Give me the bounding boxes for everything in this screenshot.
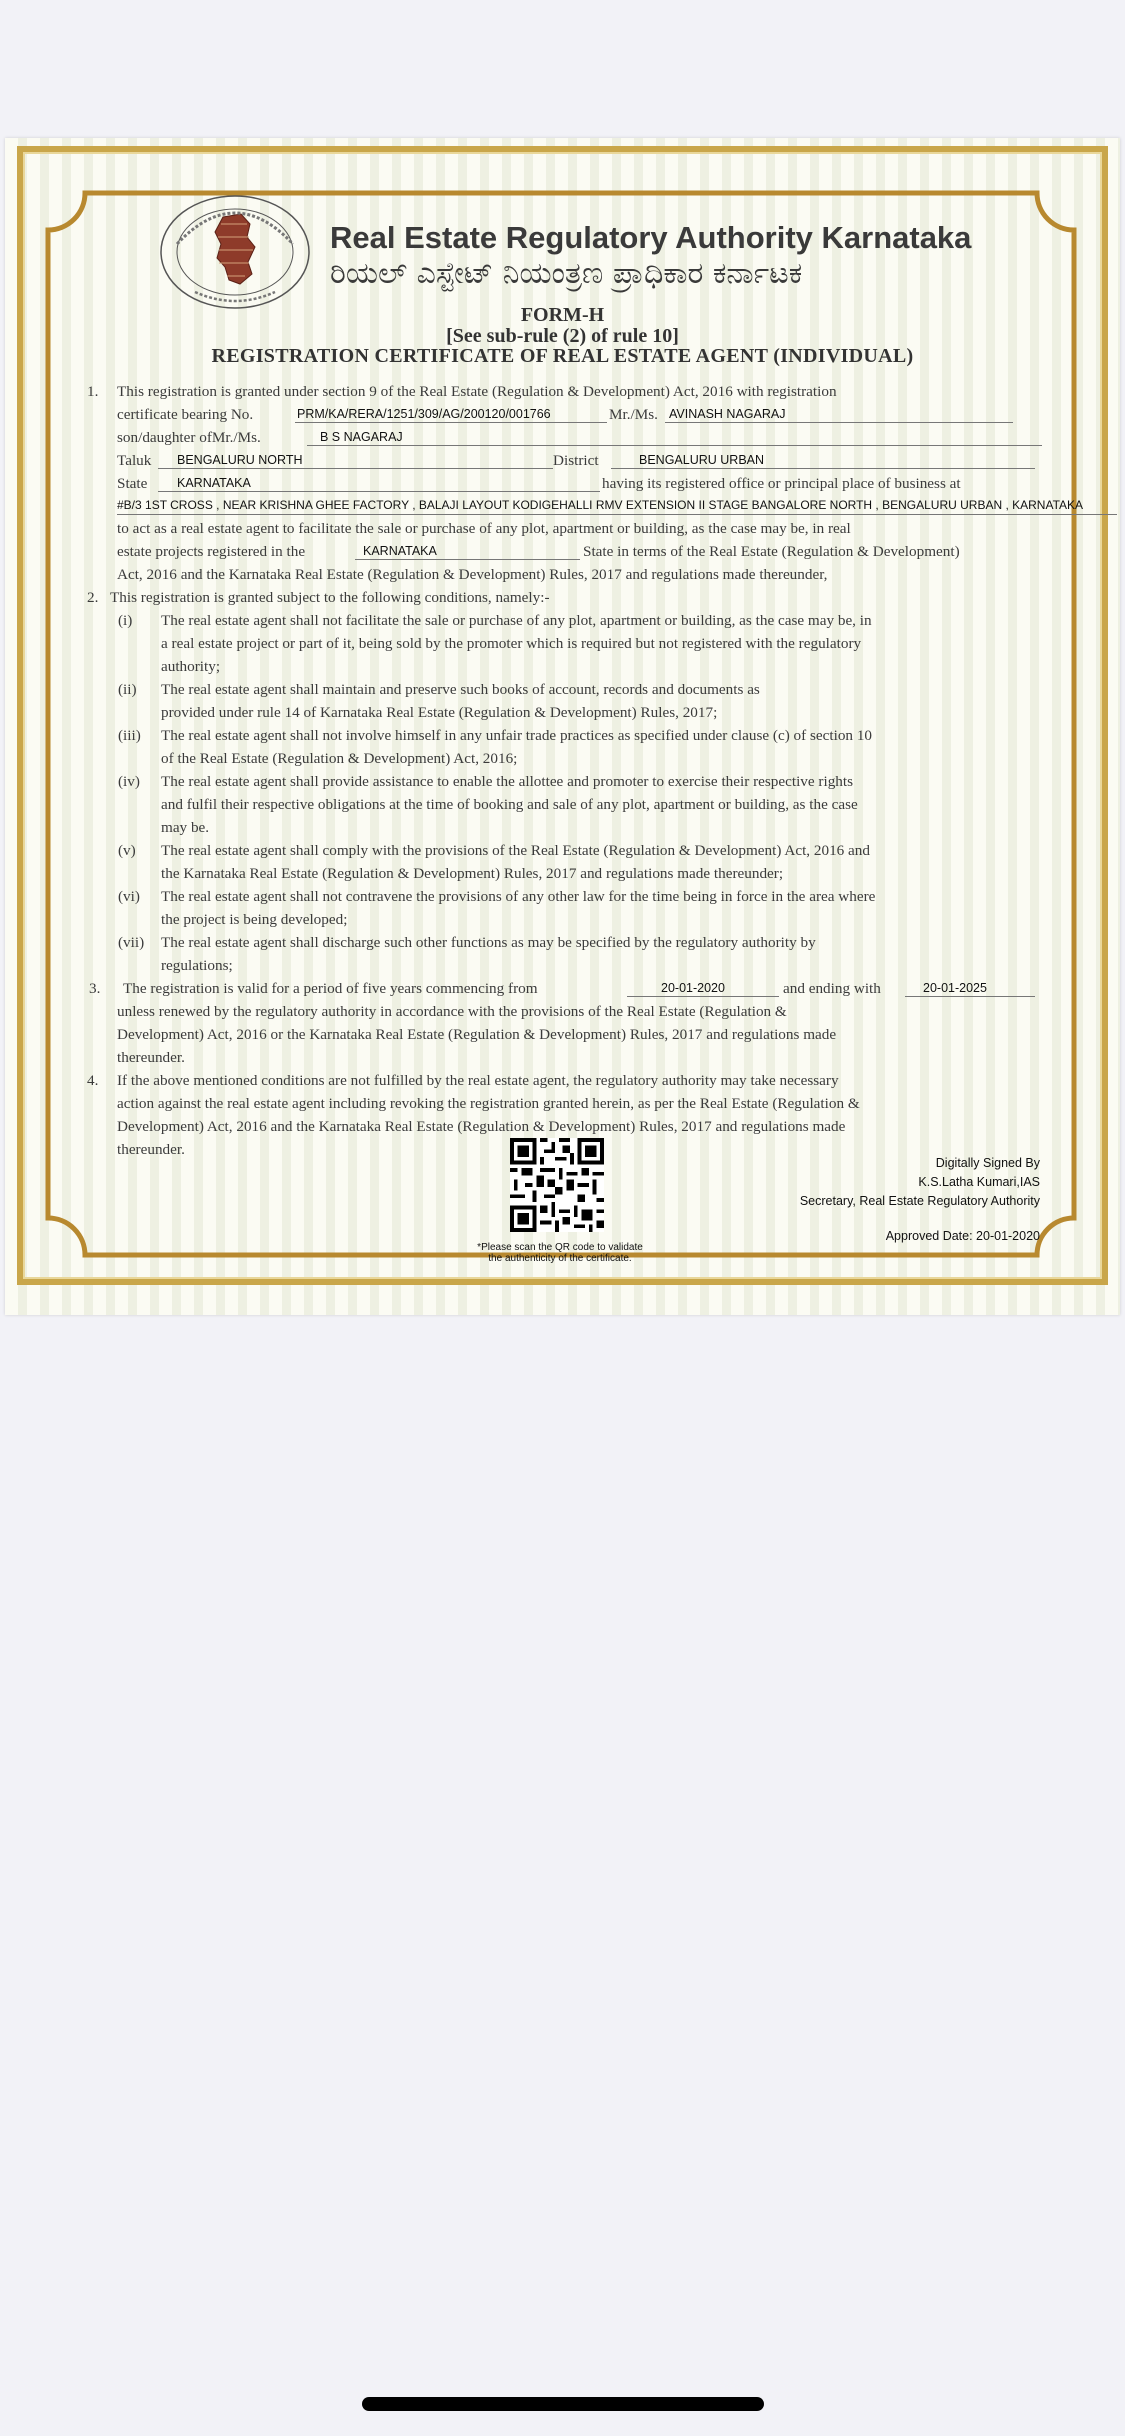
clause-text: This registration is granted under section 9 of the Real Estate (Regulation & Development) Act, 2016 with registration	[117, 383, 837, 400]
condition-number: (v)	[118, 842, 136, 859]
business-address-value: #B/3 1ST CROSS , NEAR KRISHNA GHEE FACTORY , BALAJI LAYOUT KODIGEHALLI RMV EXTENSION II STAGE BANGALORE NORTH , BENGALURU URBAN , KARNATAKA	[117, 498, 1084, 512]
condition-number: (i)	[118, 612, 133, 629]
condition-text: The real estate agent shall not involve himself in any unfair trade practices as specified under clause (c) of section 10	[161, 727, 873, 744]
clause-text: son/daughter ofMr./Ms.	[117, 429, 261, 446]
authority-title: Real Estate Regulatory Authority Karnataka	[330, 220, 972, 255]
condition-text: The real estate agent shall comply with the provisions of the Real Estate (Regulation & Development) Act, 2016 and	[161, 842, 870, 859]
condition-text: the project is being developed;	[161, 911, 348, 928]
condition-number: (iv)	[118, 773, 140, 790]
authority-title-kannada: ರಿಯಲ್ ಎಸ್ಟೇಟ್ ನಿಯಂತ್ರಣ ಪ್ರಾಧಿಕಾರ ಕರ್ನಾಟಕ	[330, 256, 803, 291]
clause-text: thereunder.	[117, 1141, 185, 1158]
condition-text: The real estate agent shall maintain and preserve such books of account, records and documents as	[161, 681, 760, 698]
clause-text: to act as a real estate agent to facilitate the sale or purchase of any plot, apartment or building, as the case may be, in real	[117, 520, 851, 537]
clause-text: Act, 2016 and the Karnataka Real Estate (Regulation & Development) Rules, 2017 and regulations made thereunder,	[117, 566, 828, 583]
qr-note: *Please scan the QR code to validate the authenticity of the certificate.	[477, 1242, 643, 1264]
signatory-name: K.S.Latha Kumari,IAS	[918, 1175, 1040, 1189]
condition-text: and fulfil their respective obligations at the time of booking and sale of any plot, apartment or building, as the case	[161, 796, 858, 813]
condition-text: authority;	[161, 658, 221, 675]
validity-end-date: 20-01-2025	[923, 981, 987, 995]
condition-number: (vii)	[118, 934, 145, 951]
clause-number: 2.	[87, 589, 99, 606]
condition-text: may be.	[161, 819, 210, 836]
certificate-number-value: PRM/KA/RERA/1251/309/AG/200120/001766	[297, 407, 551, 421]
clause-number: 4.	[87, 1072, 99, 1089]
condition-number: (vi)	[118, 888, 140, 905]
rera-karnataka-seal-icon	[155, 192, 315, 312]
clause-text: Taluk	[117, 452, 152, 469]
taluk-value: BENGALURU NORTH	[177, 453, 303, 467]
clause-text: estate projects registered in the	[117, 543, 306, 560]
condition-text: a real estate project or part of it, being sold by the promoter which is required but not registered with the regulatory	[161, 635, 862, 652]
clause-text: District	[553, 452, 599, 469]
approved-date: Approved Date: 20-01-2020	[885, 1229, 1040, 1243]
state-value: KARNATAKA	[177, 476, 251, 490]
signatory-designation: Secretary, Real Estate Regulatory Authority	[799, 1194, 1040, 1208]
clause-text: State in terms of the Real Estate (Regulation & Development)	[583, 543, 960, 560]
condition-text: the Karnataka Real Estate (Regulation & Development) Rules, 2017 and regulations made thereunder;	[161, 865, 784, 882]
condition-text: The real estate agent shall discharge such other functions as may be specified by the regulatory authority by	[161, 934, 816, 951]
clause-text: action against the real estate agent including revoking the registration granted herein, as per the Real Estate (Regulation &	[117, 1095, 860, 1112]
clause-text: State	[117, 475, 148, 492]
parent-name-value: B S NAGARAJ	[320, 430, 403, 444]
clause-text: thereunder.	[117, 1049, 185, 1066]
form-name: FORM-H	[520, 304, 605, 326]
certificate-document	[5, 138, 1120, 1315]
certificate-title: REGISTRATION CERTIFICATE OF REAL ESTATE AGENT (INDIVIDUAL)	[211, 345, 914, 367]
home-indicator[interactable]	[362, 2397, 764, 2411]
qr-code-icon[interactable]	[510, 1138, 604, 1232]
condition-text: regulations;	[161, 957, 233, 974]
condition-text: provided under rule 14 of Karnataka Real Estate (Regulation & Development) Rules, 2017;	[161, 704, 718, 721]
clause-text: Mr./Ms.	[609, 406, 658, 423]
clause-text: If the above mentioned conditions are not fulfilled by the real estate agent, the regulatory authority may take necessary	[117, 1072, 839, 1089]
clause-text: Development) Act, 2016 or the Karnataka Real Estate (Regulation & Development) Rules, 2017 and regulations made	[117, 1026, 837, 1043]
clause-text: This registration is granted subject to the following conditions, namely:-	[110, 589, 550, 606]
clause-text: having its registered office or principal place of business at	[602, 475, 961, 492]
condition-text: of the Real Estate (Regulation & Development) Act, 2016;	[161, 750, 518, 767]
form-subrule: [See sub-rule (2) of rule 10]	[446, 325, 679, 347]
agent-name-value: AVINASH NAGARAJ	[669, 407, 786, 421]
condition-number: (iii)	[118, 727, 141, 744]
condition-text: The real estate agent shall not contravene the provisions of any other law for the time being in force in the area where	[161, 888, 876, 905]
condition-text: The real estate agent shall not facilitate the sale or purchase of any plot, apartment or building, as the case may be, in	[161, 612, 872, 629]
clause-text: unless renewed by the regulatory authority in accordance with the provisions of the Real Estate (Regulation &	[117, 1003, 787, 1020]
clause-text: The registration is valid for a period of five years commencing from	[123, 980, 538, 997]
validity-start-date: 20-01-2020	[661, 981, 725, 995]
condition-text: The real estate agent shall provide assistance to enable the allottee and promoter to exercise their respective rights	[161, 773, 854, 790]
projects-state-value: KARNATAKA	[363, 544, 437, 558]
clause-text: and ending with	[783, 980, 881, 997]
district-value: BENGALURU URBAN	[639, 453, 765, 467]
clause-text: Development) Act, 2016 and the Karnataka Real Estate (Regulation & Development) Rules, 2017 and regulations made	[117, 1118, 846, 1135]
digital-signature-label: Digitally Signed By	[935, 1156, 1040, 1170]
clause-number: 3.	[89, 980, 101, 997]
condition-number: (ii)	[118, 681, 137, 698]
clause-text: certificate bearing No.	[117, 406, 254, 423]
clause-number: 1.	[87, 383, 99, 400]
